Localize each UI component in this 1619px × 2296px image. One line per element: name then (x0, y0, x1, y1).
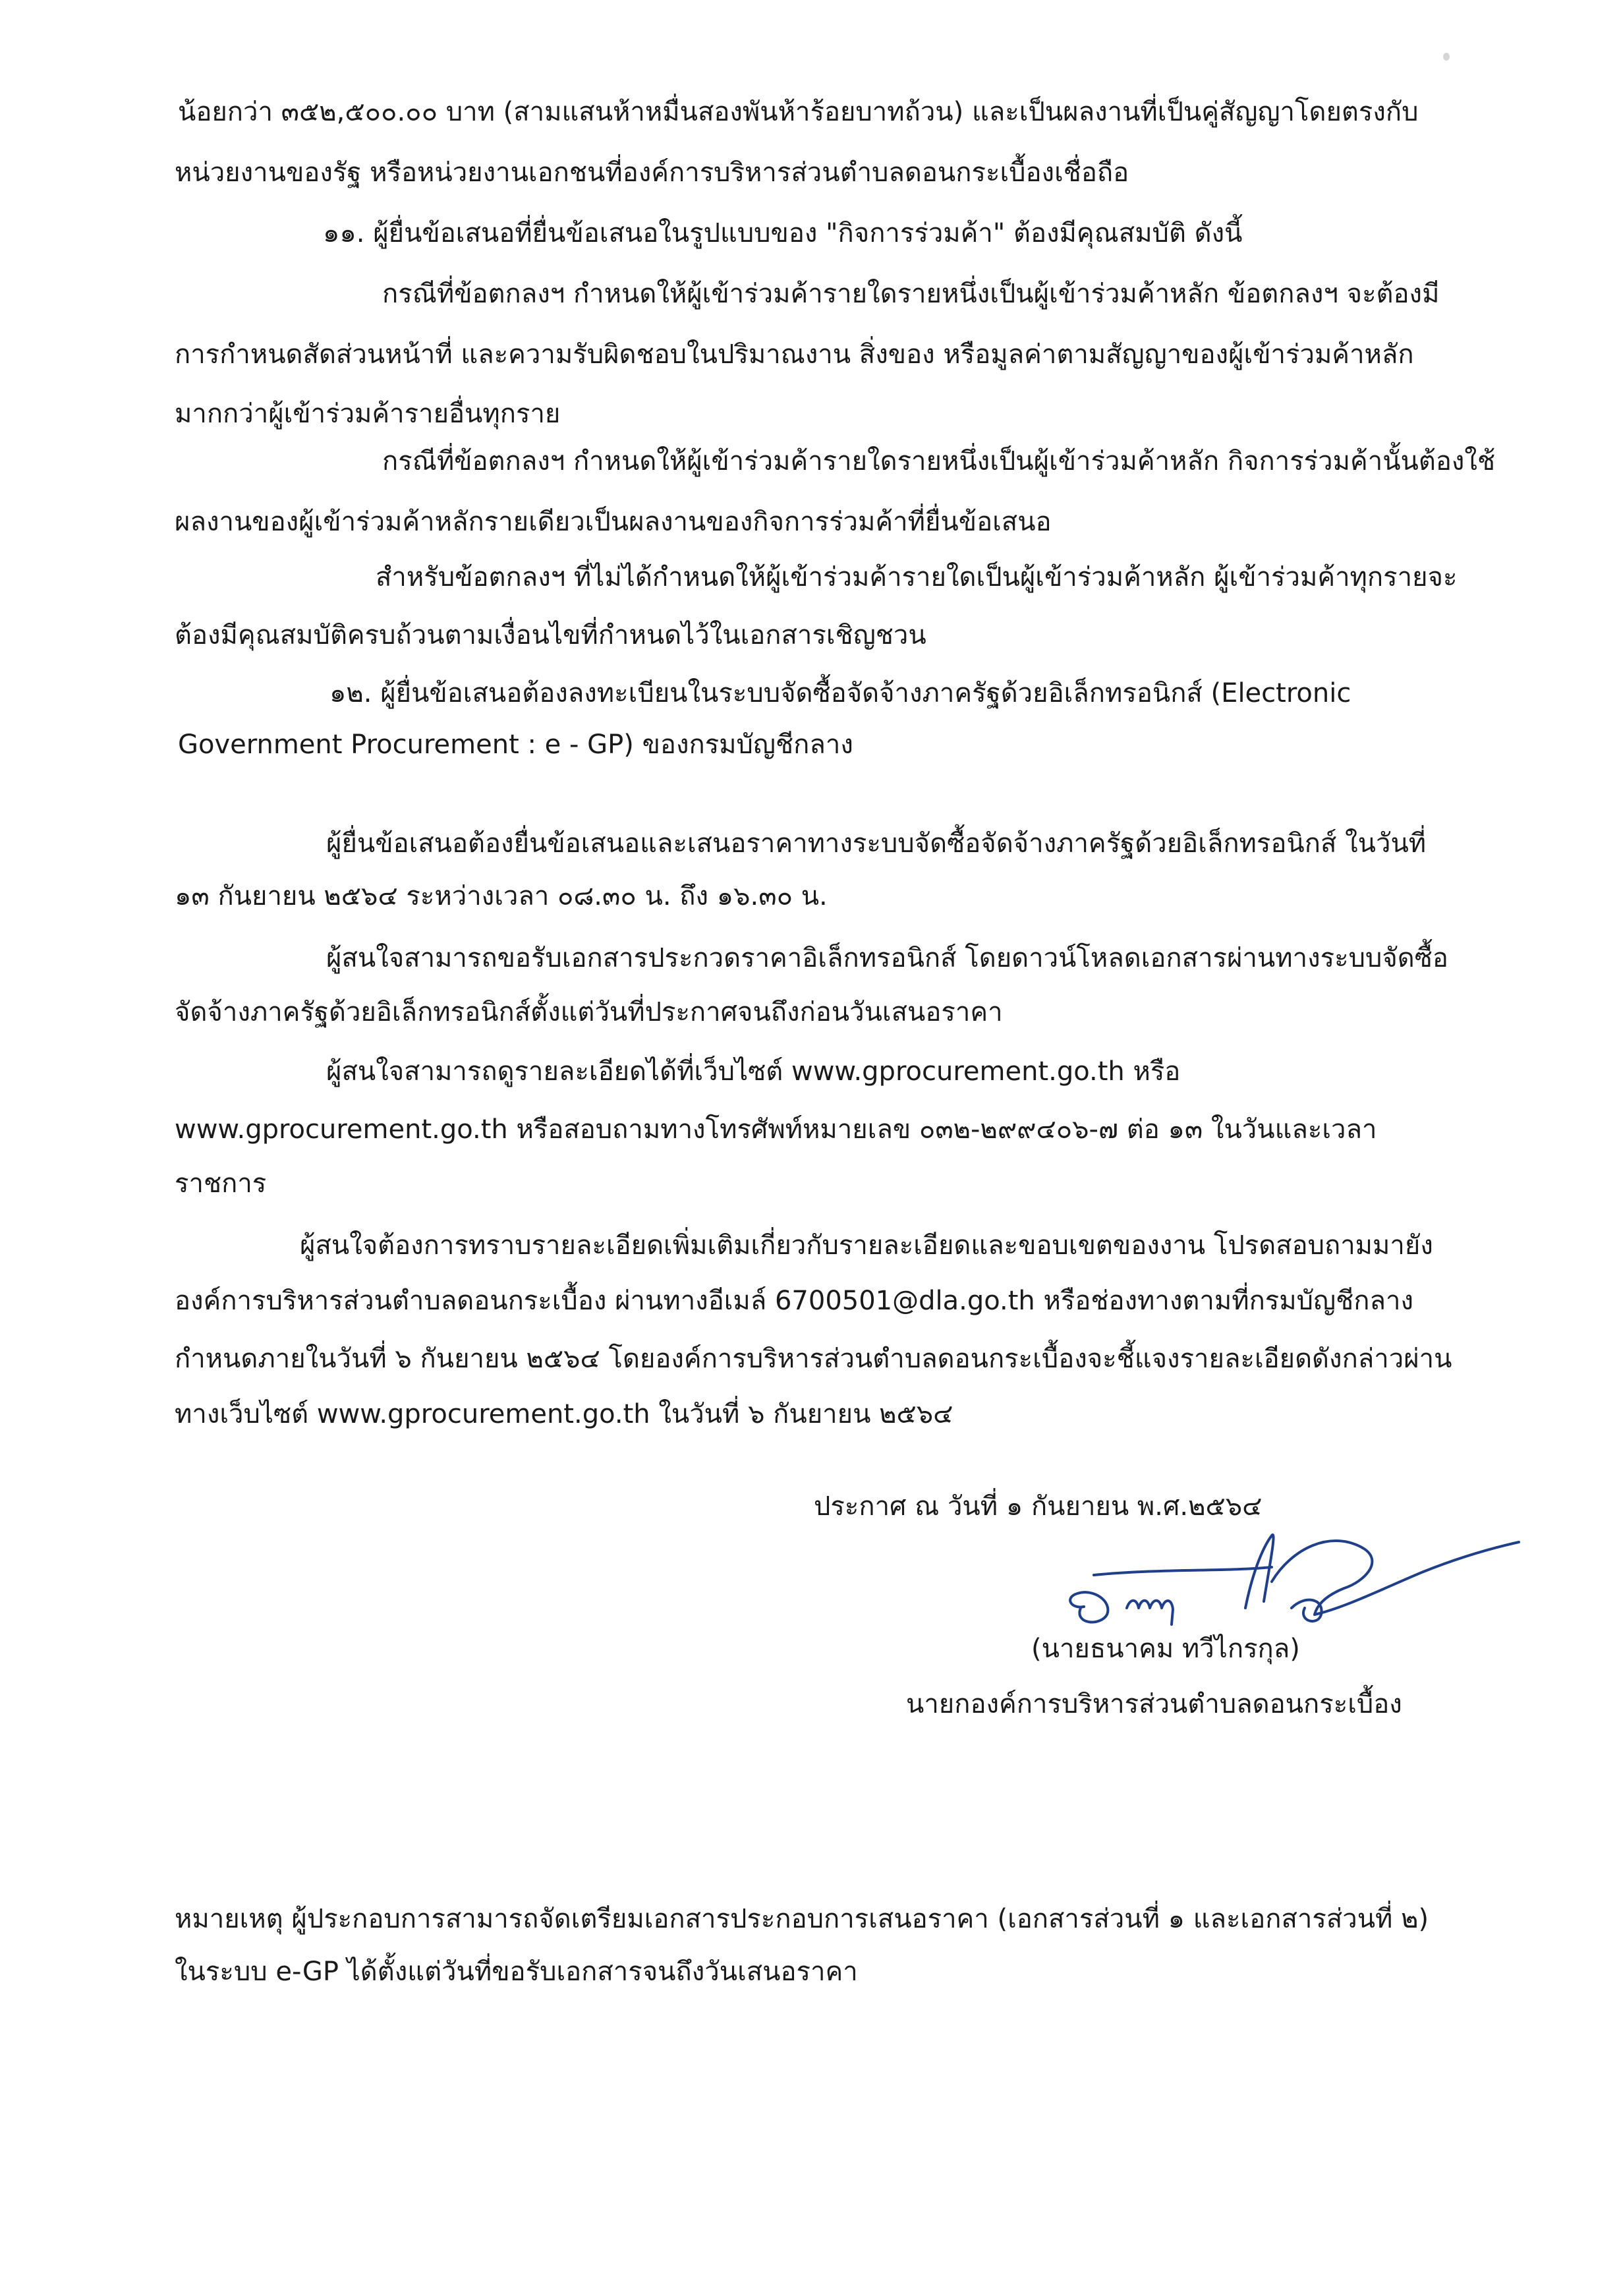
website-line-2: www.gprocurement.go.th หรือสอบถามทางโทรศัพท์หมายเลข ๐๓๒-๒๙๙๔๐๖-๗ ต่อ ๑๓ ในวันและเวลา (175, 1114, 1377, 1145)
website-line-3: ราชการ (175, 1168, 267, 1199)
website-line-1: ผู้สนใจสามารถดูรายละเอียดได้ที่เว็บไซต์ www.gprocurement.go.th หรือ (326, 1056, 1181, 1087)
remark-line-2: ในระบบ e-GP ได้ตั้งแต่วันที่ขอรับเอกสารจนถึงวันเสนอราคา (175, 1957, 858, 1987)
submission-line-2: ๑๓ กันยายน ๒๕๖๔ ระหว่างเวลา ๐๘.๓๐ น. ถึง ๑๖.๓๐ น. (175, 881, 828, 911)
submission-line-1: ผู้ยื่นข้อเสนอต้องยื่นข้อเสนอและเสนอราคาทางระบบจัดซื้อจัดจ้างภาครัฐด้วยอิเล็กทรอนิกส์ ในวันที่ (326, 828, 1427, 859)
remark-line-1: หมายเหตุ ผู้ประกอบการสามารถจัดเตรียมเอกสารประกอบการเสนอราคา (เอกสารส่วนที่ ๑ และเอกสารส่วนที่ ๒) (175, 1904, 1429, 1934)
signer-name: (นายธนาคม ทวีไกรกุล) (1031, 1634, 1300, 1664)
inquiry-line-1: ผู้สนใจต้องการทราบรายละเอียดเพิ่มเติมเกี่ยวกับรายละเอียดและขอบเขตของงาน โปรดสอบถามมายัง (300, 1230, 1433, 1261)
body-line-4: กรณีที่ข้อตกลงฯ กำหนดให้ผู้เข้าร่วมค้ารายใดรายหนึ่งเป็นผู้เข้าร่วมค้าหลัก ข้อตกลงฯ จะต้องมี (382, 279, 1440, 309)
download-line-1: ผู้สนใจสามารถขอรับเอกสารประกวดราคาอิเล็กทรอนิกส์ โดยดาวน์โหลดเอกสารผ่านทางระบบจัดซื้อ (326, 943, 1448, 973)
body-line-10: ต้องมีคุณสมบัติครบถ้วนตามเงื่อนไขที่กำหนดไว้ในเอกสารเชิญชวน (175, 620, 926, 650)
body-line-12: Government Procurement : e - GP) ของกรมบัญชีกลาง (178, 730, 853, 760)
clause-12-heading: ๑๒. ผู้ยื่นข้อเสนอต้องลงทะเบียนในระบบจัดซื้อจัดจ้างภาครัฐด้วยอิเล็กทรอนิกส์ (Electronic (329, 678, 1351, 708)
body-line-2: หน่วยงานของรัฐ หรือหน่วยงานเอกชนที่องค์การบริหารส่วนตำบลดอนกระเบื้องเชื่อถือ (175, 158, 1129, 188)
signer-title: นายกองค์การบริหารส่วนตำบลดอนกระเบื้อง (906, 1689, 1402, 1719)
announce-date: ประกาศ ณ วันที่ ๑ กันยายน พ.ศ.๒๕๖๔ (814, 1491, 1263, 1522)
body-line-5: การกำหนดสัดส่วนหน้าที่ และความรับผิดชอบในปริมาณงาน สิ่งของ หรือมูลค่าตามสัญญาของผู้เข้าร่วมค้าหลัก (175, 339, 1414, 370)
inquiry-line-2: องค์การบริหารส่วนตำบลดอนกระเบื้อง ผ่านทางอีเมล์ 6700501@dla.go.th หรือช่องทางตามที่กรมบัญชีกลาง (175, 1286, 1413, 1316)
clause-11-heading: ๑๑. ผู้ยื่นข้อเสนอที่ยื่นข้อเสนอในรูปแบบของ "กิจการร่วมค้า" ต้องมีคุณสมบัติ ดังนี้ (323, 218, 1243, 248)
inquiry-line-3: กำหนดภายในวันที่ ๖ กันยายน ๒๕๖๔ โดยองค์การบริหารส่วนตำบลดอนกระเบื้องจะชี้แจงรายละเอียดดังกล่าวผ่าน (175, 1344, 1452, 1374)
inquiry-line-4: ทางเว็บไซต์ www.gprocurement.go.th ในวันที่ ๖ กันยายน ๒๕๖๔ (175, 1399, 953, 1429)
body-line-8: ผลงานของผู้เข้าร่วมค้าหลักรายเดียวเป็นผลงานของกิจการร่วมค้าที่ยื่นข้อเสนอ (175, 507, 1052, 537)
body-line-7: กรณีที่ข้อตกลงฯ กำหนดให้ผู้เข้าร่วมค้ารายใดรายหนึ่งเป็นผู้เข้าร่วมค้าหลัก กิจการร่วมค้านั้นต้องใช้ (382, 446, 1496, 476)
body-line-1: น้อยกว่า ๓๕๒,๕๐๐.๐๐ บาท (สามแสนห้าหมื่นสองพันห้าร้อยบาทถ้วน) และเป็นผลงานที่เป็นคู่สัญญาโดยตรงกับ (178, 97, 1419, 127)
body-line-9: สำหรับข้อตกลงฯ ที่ไม่ได้กำหนดให้ผู้เข้าร่วมค้ารายใดเป็นผู้เข้าร่วมค้าหลัก ผู้เข้าร่วมค้าทุกรายจะ (376, 562, 1458, 592)
scan-speck (1443, 53, 1450, 61)
download-line-2: จัดจ้างภาครัฐด้วยอิเล็กทรอนิกส์ตั้งแต่วันที่ประกาศจนถึงก่อนวันเสนอราคา (175, 997, 1003, 1027)
body-line-6: มากกว่าผู้เข้าร่วมค้ารายอื่นทุกราย (175, 399, 561, 429)
